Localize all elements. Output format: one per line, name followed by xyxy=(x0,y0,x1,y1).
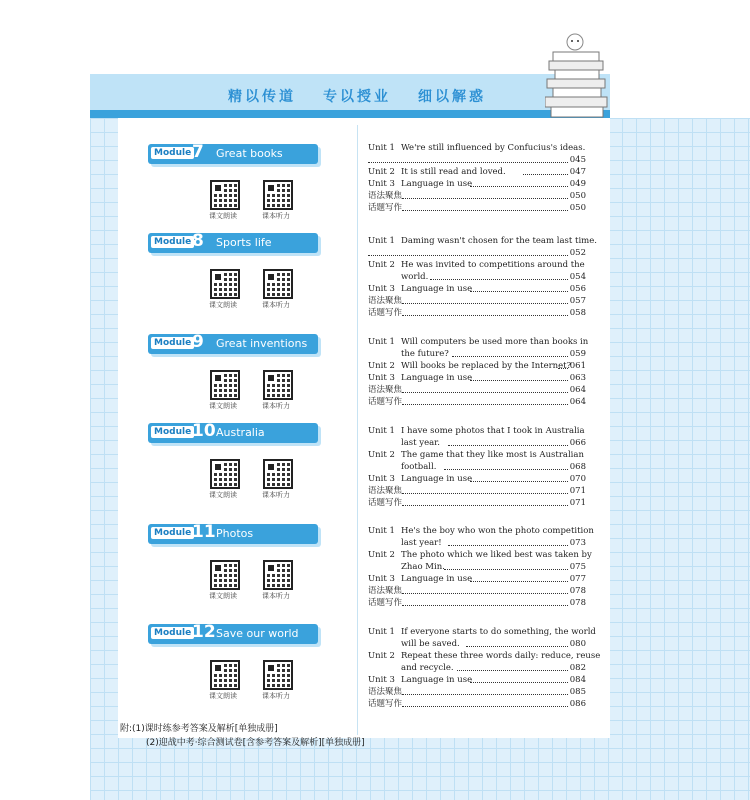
toc-row[interactable] xyxy=(368,360,586,372)
toc-page: 077 xyxy=(569,574,586,584)
toc-row[interactable] xyxy=(368,650,601,662)
toc-unit: 话题写作 xyxy=(368,598,403,608)
toc-row[interactable] xyxy=(368,537,586,549)
toc-page: 050 xyxy=(569,191,586,201)
toc-unit: Unit 3 xyxy=(368,675,395,685)
toc-page: 058 xyxy=(569,308,586,318)
toc-text: last year. xyxy=(401,438,440,448)
toc-section xyxy=(368,235,597,319)
toc-page: 050 xyxy=(569,203,586,213)
qr-code-icon[interactable] xyxy=(210,370,240,400)
toc-page: 054 xyxy=(569,272,586,282)
qr-label: 课文朗读 xyxy=(209,592,237,600)
toc-dots xyxy=(402,505,568,506)
toc-text: It is still read and loved. xyxy=(401,167,506,177)
module-label: Module xyxy=(151,236,194,248)
module-label: Module xyxy=(151,527,194,539)
toc-page: 085 xyxy=(569,687,586,697)
toc-row[interactable] xyxy=(368,597,586,609)
toc-unit: Unit 1 xyxy=(368,337,395,347)
toc-page: 071 xyxy=(569,486,586,496)
toc-dots xyxy=(448,445,568,446)
toc-text: Will books be replaced by the Internet? xyxy=(401,361,572,371)
toc-unit: 语法聚焦 xyxy=(368,191,403,201)
toc-dots xyxy=(368,255,568,256)
toc-section xyxy=(368,425,586,509)
toc-row[interactable] xyxy=(368,686,586,698)
toc-row[interactable] xyxy=(368,142,586,154)
toc-section xyxy=(368,626,601,710)
module-number: 8 xyxy=(192,231,204,251)
toc-dots xyxy=(470,581,568,582)
toc-dots xyxy=(402,706,568,707)
toc-row[interactable] xyxy=(368,259,586,271)
toc-unit: 语法聚焦 xyxy=(368,586,403,596)
module-label: Module xyxy=(151,147,194,159)
toc-text: Language in use xyxy=(401,179,473,189)
toc-text: Language in use xyxy=(401,675,473,685)
toc-section xyxy=(368,525,594,609)
toc-row[interactable] xyxy=(368,348,586,360)
toc-row[interactable] xyxy=(368,425,586,437)
module-title: Save our world xyxy=(216,627,299,640)
toc-row[interactable] xyxy=(368,626,596,638)
toc-page: 082 xyxy=(569,663,586,673)
module-tag xyxy=(148,144,318,164)
qr-label: 课本听力 xyxy=(262,402,290,410)
toc-dots xyxy=(402,593,568,594)
toc-text: If everyone starts to do something, the world xyxy=(401,627,596,637)
qr-code-icon[interactable] xyxy=(263,370,293,400)
module-title: Great books xyxy=(216,147,283,160)
toc-text: He's the boy who won the photo competition xyxy=(401,526,594,536)
toc-page: 078 xyxy=(569,598,586,608)
qr-label: 课文朗读 xyxy=(209,212,237,220)
toc-text: last year! xyxy=(401,538,442,548)
toc-row[interactable] xyxy=(368,437,586,449)
toc-unit: Unit 3 xyxy=(368,284,395,294)
toc-text: The photo which we liked best was taken by xyxy=(401,550,592,560)
toc-text: and recycle. xyxy=(401,663,454,673)
toc-dots xyxy=(558,368,568,369)
toc-dots xyxy=(402,694,568,695)
toc-text: Zhao Min. xyxy=(401,562,445,572)
toc-unit: 话题写作 xyxy=(368,203,403,213)
toc-unit: 话题写作 xyxy=(368,308,403,318)
slogan-2: 专以授业 xyxy=(323,89,391,105)
toc-dots xyxy=(457,670,568,671)
toc-page: 045 xyxy=(569,155,586,165)
toc-row[interactable] xyxy=(368,698,586,710)
qr-label: 课本听力 xyxy=(262,212,290,220)
module-number: 7 xyxy=(192,142,204,162)
toc-row[interactable] xyxy=(368,202,586,214)
qr-label: 课本听力 xyxy=(262,301,290,309)
qr-code-icon[interactable] xyxy=(263,660,293,690)
toc-dots xyxy=(402,315,568,316)
toc-unit: Unit 1 xyxy=(368,526,395,536)
toc-page: 057 xyxy=(569,296,586,306)
toc-unit: 话题写作 xyxy=(368,699,403,709)
toc-page: 086 xyxy=(569,699,586,709)
toc-dots xyxy=(402,392,568,393)
toc-row[interactable] xyxy=(368,247,586,259)
footnote-1: 附:(1)课时练参考答案及解析[单独成册] xyxy=(120,724,278,734)
qr-label: 课文朗读 xyxy=(209,402,237,410)
toc-page: 049 xyxy=(569,179,586,189)
toc-row[interactable] xyxy=(368,549,592,561)
toc-row[interactable] xyxy=(368,271,586,283)
toc-text: Language in use xyxy=(401,284,473,294)
qr-label: 课文朗读 xyxy=(209,491,237,499)
qr-label: 课文朗读 xyxy=(209,301,237,309)
toc-unit: Unit 3 xyxy=(368,574,395,584)
toc-row[interactable] xyxy=(368,396,586,408)
toc-text: will be saved. xyxy=(401,639,460,649)
qr-code-icon[interactable] xyxy=(210,459,240,489)
toc-dots xyxy=(523,174,568,175)
toc-row[interactable] xyxy=(368,384,586,396)
qr-label: 课文朗读 xyxy=(209,692,237,700)
toc-page: 070 xyxy=(569,474,586,484)
toc-unit: Unit 1 xyxy=(368,627,395,637)
toc-row[interactable] xyxy=(368,190,586,202)
footnotes xyxy=(120,722,365,750)
module-title: Sports life xyxy=(216,236,272,249)
toc-dots xyxy=(402,493,568,494)
footnote-2: (2)迎战中考·综合测试卷[含参考答案及解析][单独成册] xyxy=(146,738,365,748)
module-label: Module xyxy=(151,426,194,438)
toc-unit: 话题写作 xyxy=(368,498,403,508)
toc-page: 073 xyxy=(569,538,586,548)
toc-unit: Unit 2 xyxy=(368,361,395,371)
toc-row[interactable] xyxy=(368,307,586,319)
toc-text: football. xyxy=(401,462,437,472)
module-tag xyxy=(148,624,318,644)
toc-row[interactable] xyxy=(368,154,586,166)
toc-dots xyxy=(444,469,568,470)
toc-text: He was invited to competitions around the xyxy=(401,260,585,270)
module-title: Great inventions xyxy=(216,337,308,350)
toc-dots xyxy=(368,162,568,163)
toc-row[interactable] xyxy=(368,235,597,247)
toc-text: We're still influenced by Confucius's ideas. xyxy=(401,143,586,153)
toc-row[interactable] xyxy=(368,497,586,509)
qr-code-icon[interactable] xyxy=(263,269,293,299)
toc-page: 075 xyxy=(569,562,586,572)
toc-row[interactable] xyxy=(368,372,586,384)
toc-row[interactable] xyxy=(368,461,586,473)
toc-text: world. xyxy=(401,272,429,282)
toc-unit: Unit 1 xyxy=(368,143,395,153)
module-label: Module xyxy=(151,337,194,349)
toc-row[interactable] xyxy=(368,336,589,348)
module-title: Australia xyxy=(216,426,265,439)
toc-unit: Unit 3 xyxy=(368,179,395,189)
toc-text: Language in use xyxy=(401,474,473,484)
toc-unit: 语法聚焦 xyxy=(368,486,403,496)
toc-unit: Unit 1 xyxy=(368,236,395,246)
module-number: 12 xyxy=(192,622,216,642)
toc-dots xyxy=(402,605,568,606)
toc-text: I have some photos that I took in Australia xyxy=(401,426,585,436)
toc-page: 047 xyxy=(569,167,586,177)
toc-dots xyxy=(448,545,568,546)
qr-code-icon[interactable] xyxy=(263,180,293,210)
toc-row[interactable] xyxy=(368,295,586,307)
toc-page: 059 xyxy=(569,349,586,359)
toc-page: 061 xyxy=(569,361,586,371)
toc-page: 064 xyxy=(569,385,586,395)
toc-dots xyxy=(402,210,568,211)
toc-text: Language in use xyxy=(401,574,473,584)
toc-page: 078 xyxy=(569,586,586,596)
toc-unit: Unit 2 xyxy=(368,550,395,560)
module-label: Module xyxy=(151,627,194,639)
toc-page: 056 xyxy=(569,284,586,294)
toc-page: 071 xyxy=(569,498,586,508)
toc-row[interactable] xyxy=(368,674,586,686)
toc-dots xyxy=(466,646,568,647)
toc-row[interactable] xyxy=(368,585,586,597)
toc-page: 080 xyxy=(569,639,586,649)
toc-dots xyxy=(470,186,568,187)
toc-unit: Unit 2 xyxy=(368,167,395,177)
toc-row[interactable] xyxy=(368,573,586,585)
module-title: Photos xyxy=(216,527,254,540)
module-number: 11 xyxy=(192,522,216,542)
toc-unit: Unit 2 xyxy=(368,450,395,460)
toc-text: the future? xyxy=(401,349,449,359)
toc-dots xyxy=(430,279,568,280)
qr-code-icon[interactable] xyxy=(210,269,240,299)
qr-label: 课本听力 xyxy=(262,491,290,499)
qr-code-icon[interactable] xyxy=(210,560,240,590)
toc-unit: Unit 1 xyxy=(368,426,395,436)
toc-unit: Unit 3 xyxy=(368,474,395,484)
toc-unit: 语法聚焦 xyxy=(368,296,403,306)
qr-code-icon[interactable] xyxy=(210,660,240,690)
qr-code-icon[interactable] xyxy=(210,180,240,210)
toc-page: 068 xyxy=(569,462,586,472)
qr-code-icon[interactable] xyxy=(263,560,293,590)
module-number: 10 xyxy=(192,421,216,441)
toc-row[interactable] xyxy=(368,449,586,461)
toc-dots xyxy=(470,682,568,683)
toc-text: Repeat these three words daily: reduce, reuse xyxy=(401,651,601,661)
qr-label: 课本听力 xyxy=(262,592,290,600)
toc-unit: 话题写作 xyxy=(368,397,403,407)
toc-text: Language in use xyxy=(401,373,473,383)
toc-unit: 语法聚焦 xyxy=(368,687,403,697)
toc-row[interactable] xyxy=(368,166,586,178)
toc-row[interactable] xyxy=(368,638,586,650)
toc-dots xyxy=(470,380,568,381)
module-number: 9 xyxy=(192,332,204,352)
toc-section xyxy=(368,336,589,408)
header-strip xyxy=(90,110,610,118)
toc-dots xyxy=(402,303,568,304)
toc-unit: Unit 2 xyxy=(368,651,395,661)
toc-row[interactable] xyxy=(368,283,586,295)
module-tag xyxy=(148,233,318,253)
qr-label: 课本听力 xyxy=(262,692,290,700)
toc-row[interactable] xyxy=(368,473,586,485)
toc-dots xyxy=(402,198,568,199)
slogan-1: 精以传道 xyxy=(228,89,296,105)
toc-section xyxy=(368,142,586,214)
slogan-3: 细以解惑 xyxy=(418,89,486,105)
book-stack-icon xyxy=(545,28,615,120)
toc-row[interactable] xyxy=(368,662,586,674)
toc-row[interactable] xyxy=(368,561,586,573)
toc-text: Will computers be used more than books in xyxy=(401,337,589,347)
toc-unit: 语法聚焦 xyxy=(368,385,403,395)
module-tag xyxy=(148,423,318,443)
toc-dots xyxy=(470,291,568,292)
module-tag xyxy=(148,524,318,544)
toc-dots xyxy=(470,481,568,482)
toc-unit: Unit 2 xyxy=(368,260,395,270)
toc-dots xyxy=(444,569,568,570)
toc-unit: Unit 3 xyxy=(368,373,395,383)
toc-row[interactable] xyxy=(368,178,586,190)
toc-row[interactable] xyxy=(368,525,594,537)
toc-dots xyxy=(452,356,568,357)
toc-page: 063 xyxy=(569,373,586,383)
toc-page: 064 xyxy=(569,397,586,407)
toc-page: 066 xyxy=(569,438,586,448)
toc-dots xyxy=(402,404,568,405)
toc-text: The game that they like most is Australian xyxy=(401,450,584,460)
toc-page: 084 xyxy=(569,675,586,685)
toc-page: 052 xyxy=(569,248,586,258)
toc-text: Daming wasn't chosen for the team last time. xyxy=(401,236,597,246)
module-tag xyxy=(148,334,318,354)
toc-row[interactable] xyxy=(368,485,586,497)
qr-code-icon[interactable] xyxy=(263,459,293,489)
